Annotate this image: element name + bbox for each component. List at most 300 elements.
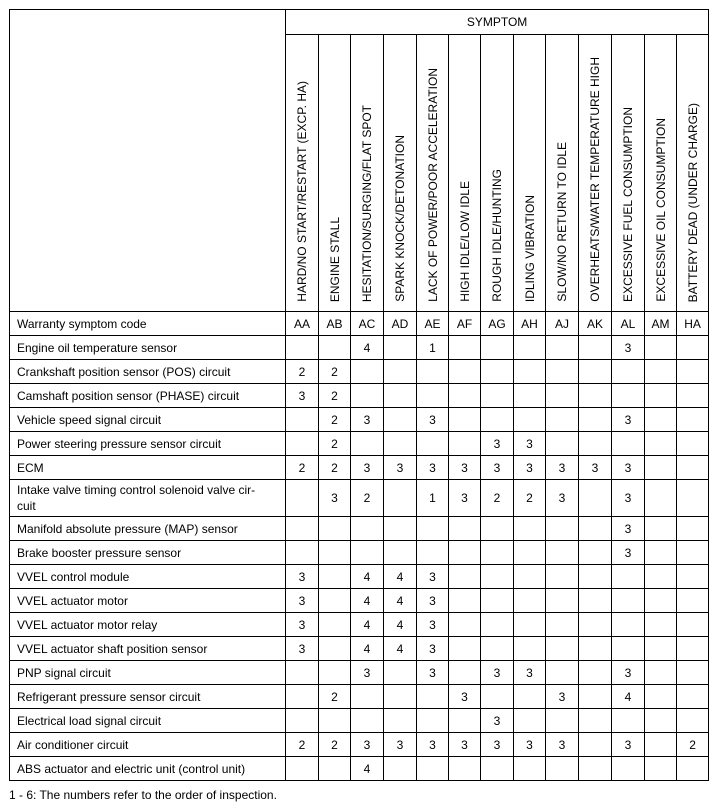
table-cell bbox=[286, 541, 319, 565]
row-label: Refrigerant pressure sensor circuit bbox=[10, 685, 286, 709]
table-cell bbox=[612, 613, 645, 637]
table-cell bbox=[645, 709, 677, 733]
table-cell bbox=[481, 637, 514, 661]
table-cell: AL bbox=[612, 312, 645, 336]
table-cell: 3 bbox=[286, 565, 319, 589]
table-cell bbox=[417, 757, 449, 781]
table-cell bbox=[514, 709, 546, 733]
table-cell: 3 bbox=[286, 613, 319, 637]
table-cell bbox=[514, 336, 546, 360]
table-cell bbox=[677, 709, 709, 733]
table-cell: 3 bbox=[612, 733, 645, 757]
table-cell: 2 bbox=[351, 480, 384, 517]
table-cell bbox=[677, 384, 709, 408]
table-cell bbox=[579, 480, 612, 517]
table-cell: 3 bbox=[286, 589, 319, 613]
table-cell bbox=[481, 408, 514, 432]
table-cell bbox=[514, 613, 546, 637]
table-cell: 4 bbox=[351, 637, 384, 661]
table-cell bbox=[514, 637, 546, 661]
table-cell bbox=[612, 384, 645, 408]
table-cell bbox=[612, 432, 645, 456]
table-cell: 3 bbox=[612, 517, 645, 541]
table-cell bbox=[481, 589, 514, 613]
symptom-column-header bbox=[514, 35, 546, 312]
table-cell bbox=[677, 517, 709, 541]
table-cell: 3 bbox=[449, 456, 481, 480]
table-cell: 4 bbox=[384, 637, 417, 661]
row-label: Air conditioner circuit bbox=[10, 733, 286, 757]
table-cell bbox=[514, 589, 546, 613]
table-row bbox=[10, 541, 709, 565]
table-cell bbox=[417, 709, 449, 733]
table-cell: AC bbox=[351, 312, 384, 336]
table-cell: 2 bbox=[319, 408, 351, 432]
table-cell bbox=[645, 432, 677, 456]
table-cell bbox=[481, 613, 514, 637]
table-cell bbox=[546, 432, 579, 456]
table-row bbox=[10, 384, 709, 408]
table-cell bbox=[514, 565, 546, 589]
table-cell: 2 bbox=[677, 733, 709, 757]
table-cell bbox=[449, 709, 481, 733]
table-cell: 2 bbox=[481, 480, 514, 517]
table-cell: 4 bbox=[384, 589, 417, 613]
table-cell bbox=[351, 360, 384, 384]
table-cell bbox=[319, 661, 351, 685]
table-cell: 3 bbox=[384, 733, 417, 757]
table-cell bbox=[677, 456, 709, 480]
table-cell bbox=[351, 384, 384, 408]
table-row bbox=[10, 517, 709, 541]
table-cell bbox=[384, 384, 417, 408]
table-cell: 3 bbox=[546, 685, 579, 709]
table-cell bbox=[286, 432, 319, 456]
table-cell bbox=[481, 541, 514, 565]
table-cell bbox=[677, 589, 709, 613]
table-cell: 3 bbox=[417, 613, 449, 637]
row-label: Warranty symptom code bbox=[10, 312, 286, 336]
symptom-column-header bbox=[645, 35, 677, 312]
table-cell bbox=[645, 589, 677, 613]
table-cell bbox=[319, 709, 351, 733]
symptom-column-header bbox=[319, 35, 351, 312]
table-cell: 3 bbox=[286, 637, 319, 661]
table-cell bbox=[677, 336, 709, 360]
table-body bbox=[10, 312, 709, 781]
table-cell bbox=[286, 336, 319, 360]
table-cell: 4 bbox=[384, 613, 417, 637]
table-cell: 3 bbox=[319, 480, 351, 517]
table-cell bbox=[319, 757, 351, 781]
table-cell bbox=[546, 709, 579, 733]
row-label: VVEL actuator motor bbox=[10, 589, 286, 613]
table-cell bbox=[677, 661, 709, 685]
symptom-column-header bbox=[579, 35, 612, 312]
table-cell bbox=[417, 384, 449, 408]
table-cell bbox=[579, 541, 612, 565]
table-cell bbox=[384, 541, 417, 565]
table-cell bbox=[546, 589, 579, 613]
table-cell: 3 bbox=[449, 733, 481, 757]
table-cell bbox=[579, 517, 612, 541]
table-cell bbox=[645, 733, 677, 757]
table-cell: 3 bbox=[384, 456, 417, 480]
table-cell bbox=[677, 480, 709, 517]
table-cell bbox=[514, 360, 546, 384]
symptom-header: SYMPTOM bbox=[286, 10, 709, 35]
table-cell bbox=[579, 733, 612, 757]
table-cell bbox=[384, 432, 417, 456]
table-row bbox=[10, 757, 709, 781]
table-cell bbox=[677, 408, 709, 432]
table-cell: AD bbox=[384, 312, 417, 336]
table-cell: 3 bbox=[612, 408, 645, 432]
table-row bbox=[10, 613, 709, 637]
symptom-column-header bbox=[417, 35, 449, 312]
table-cell: 3 bbox=[579, 456, 612, 480]
table-cell bbox=[319, 637, 351, 661]
table-cell: 4 bbox=[351, 613, 384, 637]
table-cell bbox=[546, 661, 579, 685]
table-cell bbox=[579, 661, 612, 685]
table-row bbox=[10, 733, 709, 757]
table-cell bbox=[449, 565, 481, 589]
table-cell bbox=[481, 336, 514, 360]
table-cell: AA bbox=[286, 312, 319, 336]
table-cell bbox=[579, 336, 612, 360]
table-cell bbox=[579, 408, 612, 432]
row-label: VVEL actuator shaft position sensor bbox=[10, 637, 286, 661]
table-row bbox=[10, 432, 709, 456]
row-label: Crankshaft position sensor (POS) circuit bbox=[10, 360, 286, 384]
table-cell bbox=[546, 541, 579, 565]
table-cell bbox=[645, 541, 677, 565]
row-label: PNP signal circuit bbox=[10, 661, 286, 685]
table-cell bbox=[645, 637, 677, 661]
symptom-column-header bbox=[286, 35, 319, 312]
table-cell: 3 bbox=[612, 456, 645, 480]
table-cell: 3 bbox=[546, 456, 579, 480]
table-cell: 2 bbox=[286, 456, 319, 480]
table-cell bbox=[286, 408, 319, 432]
row-label: Engine oil temperature sensor bbox=[10, 336, 286, 360]
table-cell bbox=[645, 456, 677, 480]
table-cell: 2 bbox=[319, 733, 351, 757]
table-cell bbox=[384, 685, 417, 709]
table-cell bbox=[286, 757, 319, 781]
table-cell bbox=[417, 360, 449, 384]
table-cell bbox=[514, 408, 546, 432]
row-label: Manifold absolute pressure (MAP) sensor bbox=[10, 517, 286, 541]
row-label: VVEL actuator motor relay bbox=[10, 613, 286, 637]
table-cell bbox=[417, 541, 449, 565]
table-cell bbox=[546, 757, 579, 781]
symptom-column-label: ENGINE STALL bbox=[327, 216, 342, 302]
table-cell bbox=[645, 360, 677, 384]
table-cell bbox=[546, 613, 579, 637]
table-cell bbox=[579, 360, 612, 384]
row-label: VVEL control module bbox=[10, 565, 286, 589]
table-cell bbox=[645, 408, 677, 432]
table-cell: 3 bbox=[514, 661, 546, 685]
table-cell: AK bbox=[579, 312, 612, 336]
table-cell: AE bbox=[417, 312, 449, 336]
table-cell bbox=[384, 480, 417, 517]
row-label: Intake valve timing control solenoid valve cir- cuit bbox=[10, 480, 286, 517]
symptom-column-label: SLOW/NO RETURN TO IDLE bbox=[555, 142, 569, 302]
table-cell bbox=[384, 661, 417, 685]
table-cell: 3 bbox=[417, 565, 449, 589]
table-cell bbox=[449, 336, 481, 360]
table-cell bbox=[449, 589, 481, 613]
header-corner bbox=[10, 10, 286, 312]
table-cell bbox=[449, 541, 481, 565]
table-cell bbox=[351, 709, 384, 733]
table-cell: 4 bbox=[384, 565, 417, 589]
table-cell bbox=[449, 661, 481, 685]
table-cell: 2 bbox=[286, 360, 319, 384]
table-cell bbox=[286, 685, 319, 709]
table-row bbox=[10, 661, 709, 685]
table-cell: 3 bbox=[481, 456, 514, 480]
table-cell: 3 bbox=[481, 661, 514, 685]
row-label: Power steering pressure sensor circuit bbox=[10, 432, 286, 456]
table-cell: 3 bbox=[546, 733, 579, 757]
table-cell bbox=[579, 757, 612, 781]
table-cell: 4 bbox=[351, 565, 384, 589]
table-cell: 3 bbox=[514, 733, 546, 757]
table-cell: 3 bbox=[417, 408, 449, 432]
table-cell bbox=[579, 384, 612, 408]
symptom-column-label: EXCESSIVE FUEL CONSUMPTION bbox=[621, 107, 635, 302]
symptom-column-header bbox=[546, 35, 579, 312]
symptom-column-label: LACK OF POWER/POOR ACCELERATION bbox=[425, 68, 440, 302]
table-cell: AH bbox=[514, 312, 546, 336]
table-row bbox=[10, 360, 709, 384]
table-cell bbox=[645, 613, 677, 637]
row-label: Brake booster pressure sensor bbox=[10, 541, 286, 565]
table-cell: 3 bbox=[417, 637, 449, 661]
table-cell bbox=[286, 709, 319, 733]
table-cell: 3 bbox=[481, 709, 514, 733]
table-cell: 4 bbox=[612, 685, 645, 709]
table-cell: AJ bbox=[546, 312, 579, 336]
table-cell bbox=[677, 613, 709, 637]
table-cell: 2 bbox=[514, 480, 546, 517]
table-cell bbox=[481, 757, 514, 781]
table-cell: 3 bbox=[449, 685, 481, 709]
table-cell: HA bbox=[677, 312, 709, 336]
table-row bbox=[10, 565, 709, 589]
table-cell: 4 bbox=[351, 757, 384, 781]
row-label: ECM bbox=[10, 456, 286, 480]
symptom-column-label: BATTERY DEAD (UNDER CHARGE) bbox=[685, 102, 700, 302]
table-cell bbox=[351, 517, 384, 541]
table-cell: AM bbox=[645, 312, 677, 336]
table-cell: AG bbox=[481, 312, 514, 336]
table-cell bbox=[449, 408, 481, 432]
table-cell: 2 bbox=[319, 456, 351, 480]
table-cell: 3 bbox=[417, 661, 449, 685]
table-cell: 3 bbox=[612, 661, 645, 685]
table-cell: 3 bbox=[481, 432, 514, 456]
table-cell: 3 bbox=[417, 589, 449, 613]
table-cell bbox=[514, 517, 546, 541]
table-cell bbox=[612, 565, 645, 589]
table-cell bbox=[546, 637, 579, 661]
table-cell bbox=[645, 384, 677, 408]
symptom-table bbox=[9, 9, 709, 781]
table-cell bbox=[579, 432, 612, 456]
table-cell bbox=[384, 709, 417, 733]
symptom-column-label: OVERHEATS/WATER TEMPERATURE HIGH bbox=[588, 57, 602, 302]
table-cell bbox=[579, 637, 612, 661]
table-cell bbox=[514, 384, 546, 408]
table-cell: 1 bbox=[417, 480, 449, 517]
table-cell bbox=[546, 336, 579, 360]
table-cell: AB bbox=[319, 312, 351, 336]
table-cell bbox=[319, 613, 351, 637]
table-cell: 3 bbox=[351, 733, 384, 757]
symptom-column-header bbox=[384, 35, 417, 312]
row-label: Electrical load signal circuit bbox=[10, 709, 286, 733]
table-cell bbox=[546, 408, 579, 432]
table-cell: 3 bbox=[286, 384, 319, 408]
table-row bbox=[10, 637, 709, 661]
table-row bbox=[10, 685, 709, 709]
table-cell bbox=[677, 565, 709, 589]
table-cell bbox=[612, 757, 645, 781]
table-cell bbox=[645, 565, 677, 589]
table-cell bbox=[417, 685, 449, 709]
table-cell: 3 bbox=[481, 733, 514, 757]
symptom-column-header bbox=[449, 35, 481, 312]
symptom-column-label: EXCESSIVE OIL CONSUMPTION bbox=[653, 118, 668, 302]
table-cell bbox=[514, 757, 546, 781]
table-cell bbox=[417, 517, 449, 541]
table-cell bbox=[612, 637, 645, 661]
table-row bbox=[10, 589, 709, 613]
table-row bbox=[10, 456, 709, 480]
table-cell bbox=[481, 685, 514, 709]
table-cell bbox=[645, 336, 677, 360]
symptom-column-label: HESITATION/SURGING/FLAT SPOT bbox=[360, 104, 374, 302]
table-cell bbox=[546, 517, 579, 541]
symptom-column-header bbox=[481, 35, 514, 312]
row-label: ABS actuator and electric unit (control unit) bbox=[10, 757, 286, 781]
table-cell bbox=[286, 480, 319, 517]
table-cell bbox=[449, 637, 481, 661]
table-cell bbox=[645, 757, 677, 781]
table-cell bbox=[481, 384, 514, 408]
symptom-column-header bbox=[677, 35, 709, 312]
table-cell bbox=[351, 685, 384, 709]
table-cell: 3 bbox=[546, 480, 579, 517]
table-cell bbox=[449, 613, 481, 637]
table-cell bbox=[579, 589, 612, 613]
table-cell bbox=[481, 565, 514, 589]
table-cell bbox=[546, 360, 579, 384]
table-cell bbox=[677, 637, 709, 661]
table-cell bbox=[384, 360, 417, 384]
table-cell bbox=[514, 685, 546, 709]
table-cell bbox=[319, 589, 351, 613]
table-cell bbox=[351, 541, 384, 565]
table-cell bbox=[677, 685, 709, 709]
table-cell bbox=[514, 541, 546, 565]
table-cell bbox=[579, 685, 612, 709]
table-cell bbox=[677, 757, 709, 781]
table-cell bbox=[645, 517, 677, 541]
table-cell bbox=[579, 565, 612, 589]
table-cell: 2 bbox=[319, 432, 351, 456]
table-cell bbox=[677, 541, 709, 565]
table-cell bbox=[645, 685, 677, 709]
table-cell bbox=[645, 661, 677, 685]
table-cell bbox=[351, 432, 384, 456]
table-cell bbox=[612, 589, 645, 613]
table-cell: 3 bbox=[514, 456, 546, 480]
table-cell: 2 bbox=[286, 733, 319, 757]
table-cell bbox=[319, 336, 351, 360]
table-cell bbox=[645, 480, 677, 517]
table-cell bbox=[677, 360, 709, 384]
table-cell bbox=[384, 517, 417, 541]
row-label: Vehicle speed signal circuit bbox=[10, 408, 286, 432]
footnote: 1 - 6: The numbers refer to the order of inspection. bbox=[9, 788, 277, 802]
table-cell: 3 bbox=[351, 408, 384, 432]
symptom-column-label: HIGH IDLE/LOW IDLE bbox=[457, 181, 472, 302]
table-cell: 3 bbox=[612, 336, 645, 360]
table-cell bbox=[384, 757, 417, 781]
table-cell bbox=[319, 541, 351, 565]
table-cell bbox=[579, 613, 612, 637]
table-cell bbox=[417, 432, 449, 456]
table-cell: 3 bbox=[351, 661, 384, 685]
table-cell: 3 bbox=[612, 541, 645, 565]
table-cell bbox=[319, 517, 351, 541]
table-cell: 3 bbox=[449, 480, 481, 517]
table-row bbox=[10, 709, 709, 733]
table-cell: 2 bbox=[319, 685, 351, 709]
table-cell bbox=[449, 384, 481, 408]
table-row bbox=[10, 408, 709, 432]
table-cell: 4 bbox=[351, 589, 384, 613]
table-cell bbox=[449, 757, 481, 781]
symptom-column-label: HARD/NO START/RESTART (EXCP. HA) bbox=[295, 81, 309, 302]
table-cell bbox=[546, 384, 579, 408]
table-cell bbox=[319, 565, 351, 589]
symptom-column-label: ROUGH IDLE/HUNTING bbox=[490, 169, 504, 302]
symptom-column-label: SPARK KNOCK/DETONATION bbox=[393, 135, 407, 302]
table-cell bbox=[286, 517, 319, 541]
table-cell bbox=[384, 336, 417, 360]
table-cell: 3 bbox=[514, 432, 546, 456]
table-cell bbox=[481, 517, 514, 541]
table-cell bbox=[481, 360, 514, 384]
table-cell: 3 bbox=[351, 456, 384, 480]
symptom-column-label: IDLING VIBRATION bbox=[522, 194, 537, 302]
table-row bbox=[10, 336, 709, 360]
symptom-column-header bbox=[612, 35, 645, 312]
table-row bbox=[10, 312, 709, 336]
table-cell: 3 bbox=[612, 480, 645, 517]
table-cell bbox=[449, 517, 481, 541]
table-cell bbox=[449, 360, 481, 384]
symptom-column-header bbox=[351, 35, 384, 312]
table-cell: 4 bbox=[351, 336, 384, 360]
